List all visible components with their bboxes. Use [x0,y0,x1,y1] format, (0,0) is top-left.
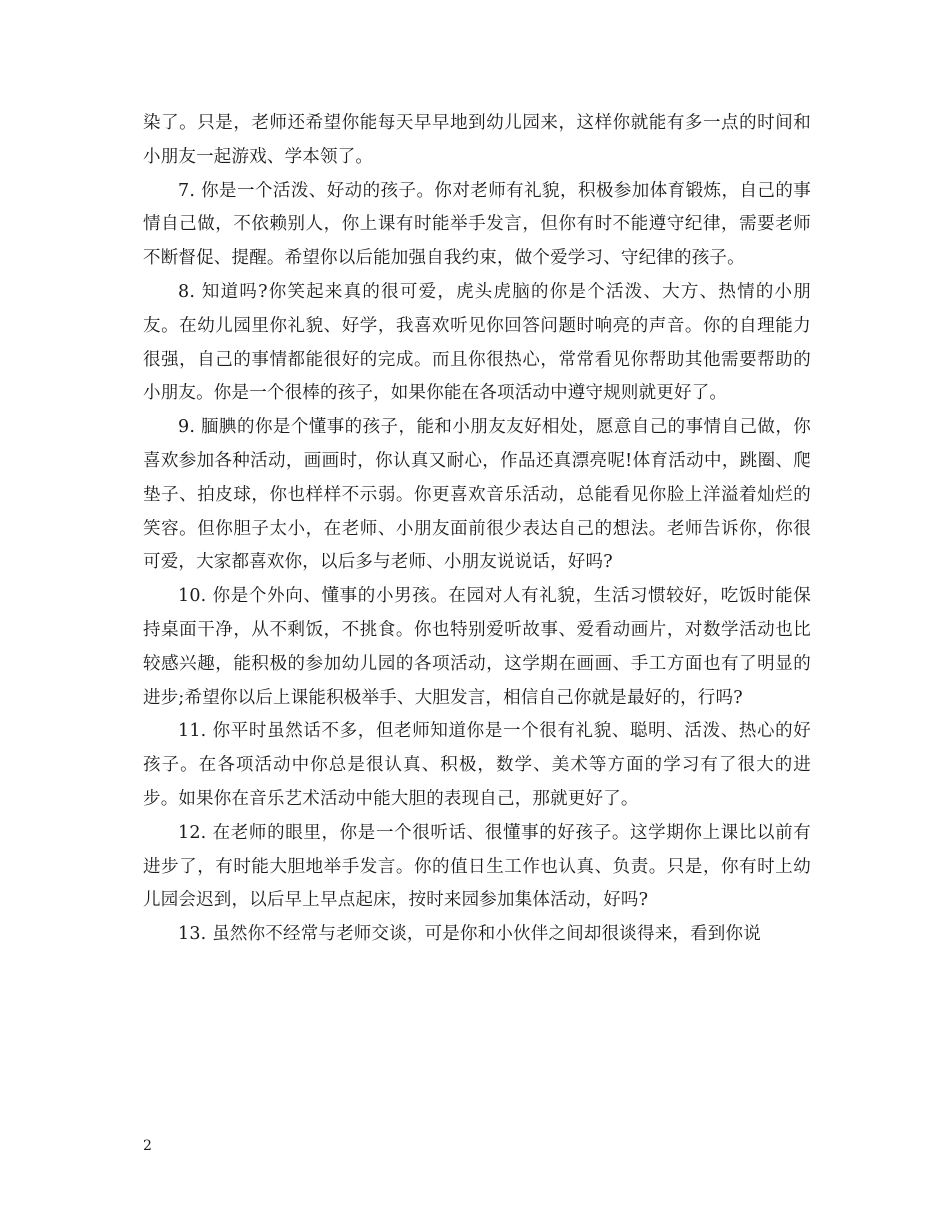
paragraph-13: 13. 虽然你不经常与老师交谈，可是你和小伙伴之间却很谈得来，看到你说 [178,924,761,945]
paragraph-11: 11. 你平时虽然话不多，但老师知道你是一个很有礼貌、聪明、活泼、热心的好孩子。在各项活动中你总是很认真、积极，数学、美术等方面的学习有了很大的进步。如果你在音乐艺术活动中能大胆的表现自己，那就更好了。 [143,721,811,809]
paragraph-8: 8. 知道吗?你笑起来真的很可爱，虎头虎脑的你是个活泼、大方、热情的小朋友。在幼儿园里你礼貌、好学，我喜欢听见你回答问题时响亮的声音。你的自理能力很强，自己的事情都能很好的完成。而且你很热心，常常看见你帮助其他需要帮助的小朋友。你是一个很棒的孩子，如果你能在各项活动中遵守规则就更好了。 [143,281,811,404]
paragraph-10: 10. 你是个外向、懂事的小男孩。在园对人有礼貌，生活习惯较好，吃饭时能保持桌面干净，从不剩饭，不挑食。你也特别爱听故事、爱看动画片，对数学活动也比较感兴趣，能积极的参加幼儿园的各项活动，这学期在画画、手工方面也有了明显的进步;希望你以后上课能积极举手、大胆发言，相信自己你就是最好的，行吗? [143,586,811,708]
paragraph-7: 7. 你是一个活泼、好动的孩子。你对老师有礼貌，积极参加体育锻炼，自己的事情自己做，不依赖别人，你上课有时能举手发言，但你有时不能遵守纪律，需要老师不断督促、提醒。希望你以后能加强自我约束，做个爱学习、守纪律的孩子。 [143,180,811,269]
page-number: 2 [143,1138,152,1154]
paragraph-6-continuation: 染了。只是，老师还希望你能每天早早地到幼儿园来，这样你就能有多一点的时间和小朋友一起游戏、学本领了。 [143,113,811,167]
paragraph-12: 12. 在老师的眼里，你是一个很听话、很懂事的好孩子。这学期你上课比以前有进步了，有时能大胆地举手发言。你的值日生工作也认真、负责。只是，你有时上幼儿园会迟到，以后早上早点起床，按时来园参加集体活动，好吗? [143,822,811,911]
body-text [143,107,811,952]
paragraph-9: 9. 腼腆的你是个懂事的孩子，能和小朋友友好相处，愿意自己的事情自己做，你喜欢参加各种活动，画画时，你认真又耐心，作品还真漂亮呢!体育活动中，跳圈、爬垫子、拍皮球，你也样样不示弱。你更喜欢音乐活动，总能看见你脸上洋溢着灿烂的笑容。但你胆子太小，在老师、小朋友面前很少表达自己的想法。老师告诉你，你很可爱，大家都喜欢你，以后多与老师、小朋友说说话，好吗? [143,417,811,573]
